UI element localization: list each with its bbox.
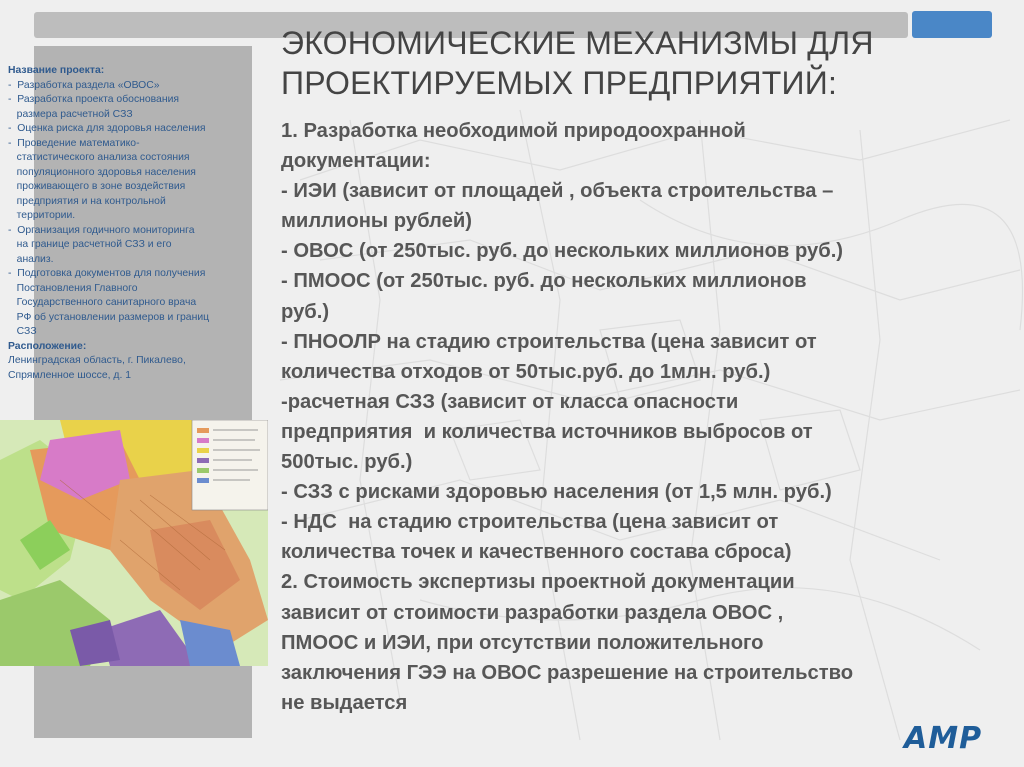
logo-text: AMP (904, 721, 983, 756)
project-info (8, 64, 264, 383)
slide-title (281, 23, 1001, 103)
project-line: - Подготовка документов для получения (8, 268, 206, 279)
content-line: количества отходов от 50тыс.руб. до 1млн. руб.) (281, 360, 771, 383)
content-line: документации: (281, 150, 431, 173)
title-line: ЭКОНОМИЧЕСКИЕ МЕХАНИЗМЫ ДЛЯ (281, 25, 874, 61)
content-line: - ПМООС (от 250тыс. руб. до нескольких миллионов (281, 270, 807, 293)
content-line: - ИЭИ (зависит от площадей , объекта строительства – (281, 180, 834, 203)
project-label: Название проекта: (8, 65, 105, 76)
title-line: ПРОЕКТИРУЕМЫХ ПРЕДПРИЯТИЙ: (281, 65, 838, 101)
content-line: 1. Разработка необходимой природоохранной (281, 120, 746, 142)
content-line: - НДС на стадию строительства (цена зависит от (281, 511, 779, 534)
project-line: статистического анализа состояния (8, 152, 190, 163)
content-line: миллионы рублей) (281, 210, 472, 233)
amp-logo (904, 721, 996, 760)
content-line: - СЗЗ с рисками здоровью населения (от 1,5 млн. руб.) (281, 481, 832, 504)
content-line: руб.) (281, 300, 330, 323)
content-line: не выдается (281, 691, 408, 714)
content-line: 500тыс. руб.) (281, 451, 413, 474)
content-line: - ОВОС (от 250тыс. руб. до нескольких миллионов руб.) (281, 240, 844, 263)
project-line: размера расчетной СЗЗ (8, 108, 133, 120)
project-line: СЗЗ (8, 326, 37, 337)
project-line: - Разработка проекта обоснования (8, 94, 180, 105)
content-line: ПМООС и ИЭИ, при отсутствии положительного (281, 631, 764, 654)
content-line: - ПНООЛР на стадию строительства (цена зависит от (281, 330, 817, 353)
project-line: популяционного здоровья населения (8, 166, 196, 178)
content-line: количества точек и качественного состава сброса) (281, 541, 792, 564)
project-line: РФ об установлении размеров и границ (8, 311, 210, 323)
project-line: Постановления Главного (8, 282, 138, 294)
project-line: - Оценка риска для здоровья населения (8, 123, 206, 134)
project-line: анализ. (8, 253, 54, 265)
main-content (281, 116, 1021, 718)
project-line: территории. (8, 210, 76, 221)
location-label: Расположение: (8, 340, 87, 352)
project-line: - Разработка раздела «ОВОС» (8, 79, 160, 91)
project-line: - Проведение математико- (8, 137, 140, 149)
project-line: Государственного санитарного врача (8, 297, 197, 308)
location-line: Спрямленное шоссе, д. 1 (8, 369, 131, 381)
project-line: на границе расчетной СЗЗ и его (8, 239, 172, 250)
content-line: зависит от стоимости разработки раздела ОВОС , (281, 601, 784, 624)
location-line: Ленинградская область, г. Пикалево, (8, 355, 186, 366)
site-map-image (0, 420, 268, 666)
content-line: предприятия и количества источников выбросов от (281, 420, 813, 443)
project-line: - Организация годичного мониторинга (8, 224, 195, 236)
project-line: предприятия и на контрольной (8, 195, 166, 207)
project-line: проживающего в зоне воздействия (8, 181, 186, 192)
content-line: -расчетная СЗЗ (зависит от класса опасности (281, 390, 739, 413)
content-line: 2. Стоимость экспертизы проектной документации (281, 571, 795, 594)
content-line: заключения ГЭЭ на ОВОС разрешение на строительство (281, 661, 854, 684)
